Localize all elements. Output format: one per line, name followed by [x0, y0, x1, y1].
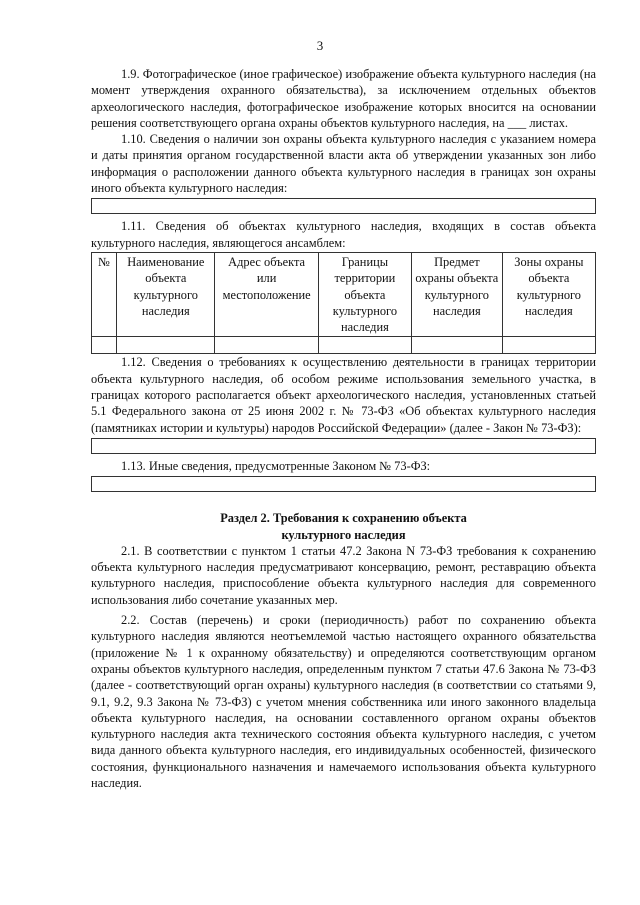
table-cell[interactable]: [92, 337, 117, 354]
col-number: №: [92, 252, 117, 336]
ensemble-objects-table: [91, 252, 596, 354]
table-row: [92, 337, 596, 354]
table-cell[interactable]: [215, 337, 318, 354]
zones-info-field[interactable]: [91, 198, 596, 214]
table-cell[interactable]: [318, 337, 411, 354]
col-address: Адрес объекта или местоположение: [215, 252, 318, 336]
col-protection-zones: Зоны охраны объекта культурного наследия: [502, 252, 595, 336]
table-header-row: [92, 252, 596, 336]
col-boundaries: Границы территории объекта культурного наследия: [318, 252, 411, 336]
section-2-title-line1: Раздел 2. Требования к сохранению объекта: [220, 511, 467, 526]
table-cell[interactable]: [502, 337, 595, 354]
section-2-title: [91, 510, 596, 543]
paragraph-2-2: 2.2. Состав (перечень) и сроки (периодичность) работ по сохранению объекта культурного наследия являются неотъемлемой частью настоящего охранного обязательства (приложение № 1 к охранному обязательству) и определяются соответствующим органом охраны объектов культурного наследия, определенным пунктом 7 статьи 47.6 Закона № 73-ФЗ (далее - соответствующий орган охраны) культурного наследия (в соответствии со статьями 9, 9.1, 9.2, 9.3 Закона № 73-ФЗ) с учетом мнения собственника или иного законного владельца объекта культурного наследия, на основании составленного органом охраны объектов культурного наследия акта технического состояния объекта культурного наследия, с учетом вида данного объекта культурного наследия, его индивидуальных особенностей, физического состояния, функционального назначения и намечаемого использования объекта культурного наследия.: [91, 613, 596, 790]
paragraph-1-11: 1.11. Сведения об объектах культурного наследия, входящих в состав объекта культурного наследия, являющегося ансамблем:: [91, 219, 596, 250]
table-cell[interactable]: [117, 337, 215, 354]
col-name: Наименование объекта культурного наследия: [117, 252, 215, 336]
requirements-field[interactable]: [91, 438, 596, 454]
page-number: 3: [316, 38, 324, 53]
paragraph-1-9: 1.9. Фотографическое (иное графическое) изображение объекта культурного наследия (на момент утверждения охранного обязательства), за исключением отдельных объектов археологического наследия, фотографическое изображение которых вносится на основании решения соответствующего органа охраны объектов культурного наследия, на ___ листах.: [91, 67, 596, 130]
col-protection-subject: Предмет охраны объекта культурного наследия: [412, 252, 503, 336]
section-2-title-line2: культурного наследия: [281, 527, 406, 542]
other-info-field[interactable]: [91, 476, 596, 492]
paragraph-2-1: 2.1. В соответствии с пунктом 1 статьи 47.2 Закона N 73-ФЗ требования к сохранению объекта культурного наследия предусматривают консервацию, ремонт, реставрацию объекта культурного наследия, приспособление объекта культурного наследия для современного использования либо сочетание указанных мер.: [91, 543, 596, 607]
table-cell[interactable]: [412, 337, 503, 354]
paragraph-1-10: 1.10. Сведения о наличии зон охраны объекта культурного наследия с указанием номера и даты принятия органом государственной власти акта об утверждении указанных зон либо информация о расположении данного объекта культурного наследия в границах зон охраны иного объекта культурного наследия:: [91, 132, 596, 196]
paragraph-1-13: 1.13. Иные сведения, предусмотренные Законом № 73-ФЗ:: [121, 458, 431, 473]
paragraph-1-12: 1.12. Сведения о требованиях к осуществлению деятельности в границах территории объекта культурного наследия, об особом режиме использования земельного участка, в границах которого располагается объект археологического наследия, установленных статьей 5.1 Федерального закона от 25 июня 2002 г. № 73-ФЗ «Об объектах культурного наследия (памятниках истории и культуры) народов Российской Федерации» (далее - Закон № 73-ФЗ):: [91, 355, 596, 435]
document-body: [91, 66, 596, 791]
